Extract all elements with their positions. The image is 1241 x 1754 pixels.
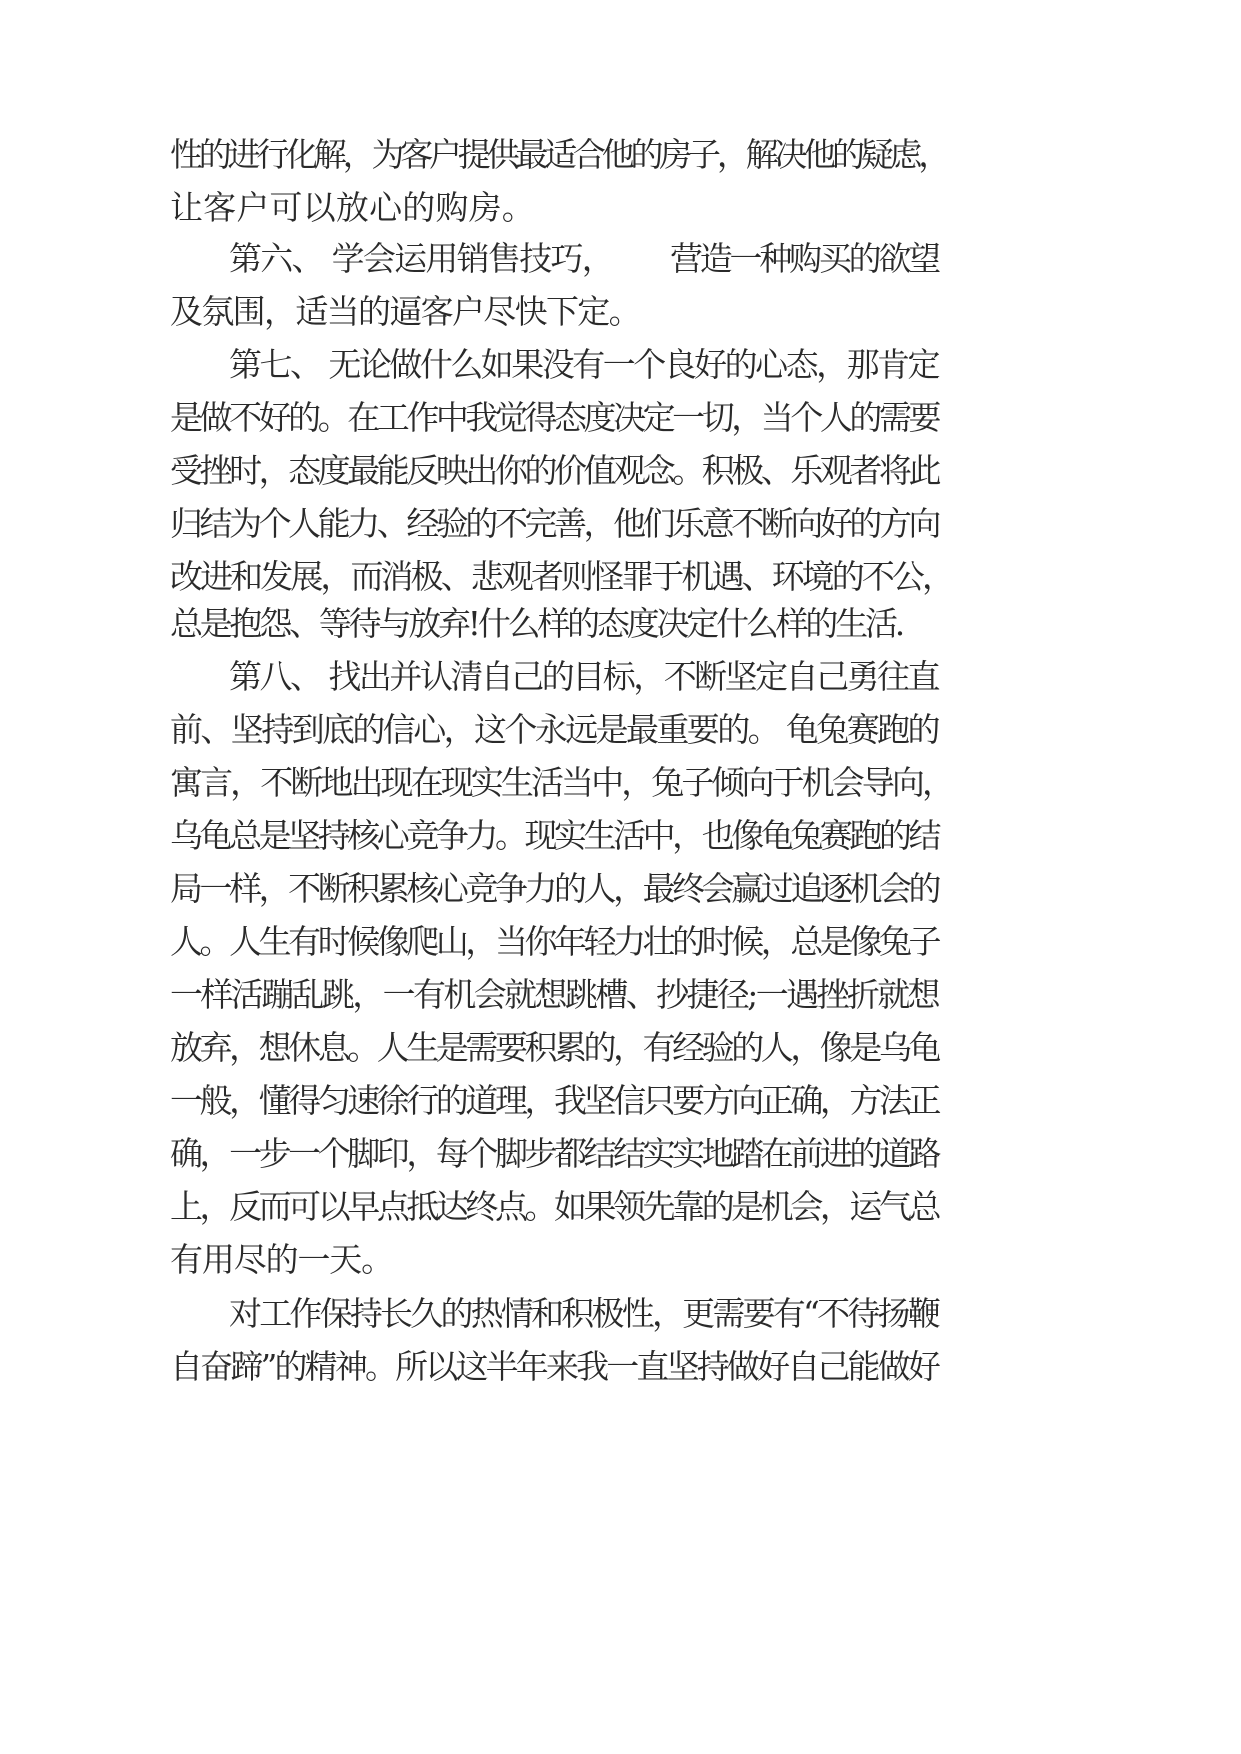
text-line bbox=[0, 494, 1241, 554]
text-segment: 第八、 找出并认清自己的目标，不断坚定自己勇往直 bbox=[229, 657, 939, 696]
text-segment: 上，反而可以早点抵达终点。如果领先靠的是机会，运气总 bbox=[170, 1187, 939, 1226]
text-segment: 确，一步一个脚印，每个脚步都结结实实地踏在前进的道路 bbox=[170, 1134, 939, 1173]
text-segment: 性的进行化解，为客户提供最适合他的房子，解决他的疑虑， bbox=[170, 135, 948, 174]
text-line bbox=[0, 965, 1241, 1025]
text-line bbox=[0, 753, 1241, 813]
text-line bbox=[0, 335, 1241, 395]
text-line bbox=[0, 1284, 1241, 1344]
text-segment: 第七、 无论做什么如果没有一个良好的心态，那肯定 bbox=[229, 345, 939, 384]
text-line bbox=[0, 229, 1241, 289]
text-line bbox=[0, 1018, 1241, 1078]
text-line bbox=[0, 806, 1241, 866]
text-segment: 是做不好的。在工作中我觉得态度决定一切，当个人的需要 bbox=[170, 398, 939, 437]
text-line bbox=[0, 441, 1241, 501]
text-segment: 前、坚持到底的信心，这个永远是最重要的。 龟兔赛跑的 bbox=[170, 710, 938, 749]
text-segment: 乌龟总是坚持核心竞争力。现实生活中，也像龟兔赛跑的结 bbox=[170, 816, 939, 855]
text-segment: 一般，懂得匀速徐行的道理，我坚信只要方向正确，方法正 bbox=[170, 1081, 939, 1120]
text-segment: 及氛围，适当的逼客户尽快下定。 bbox=[170, 292, 640, 331]
text-line bbox=[0, 859, 1241, 919]
text-line bbox=[0, 388, 1241, 448]
text-line bbox=[0, 125, 1241, 185]
text-line bbox=[0, 1177, 1241, 1237]
text-line bbox=[0, 912, 1241, 972]
text-segment: 局一样，不断积累核心竞争力的人，最终会赢过追逐机会的 bbox=[170, 869, 939, 908]
text-segment: 营造一种购买的欲望 bbox=[670, 239, 939, 278]
text-segment: 总是抱怨、等待与放弃!什么样的态度决定什么样的生活. bbox=[170, 604, 903, 643]
text-line bbox=[0, 282, 1241, 342]
text-line bbox=[0, 647, 1241, 707]
text-segment: 第六、 学会运用销售技巧， bbox=[229, 239, 613, 278]
text-segment: 让客户可以放心的购房。 bbox=[170, 188, 535, 227]
text-segment: 寓言，不断地出现在现实生活当中，兔子倾向于机会导向， bbox=[170, 763, 953, 802]
text-segment: 放弃，想休息。人生是需要积累的，有经验的人，像是乌龟 bbox=[170, 1028, 939, 1067]
text-line bbox=[0, 700, 1241, 760]
text-segment: 自奋蹄”的精神。所以这半年来我一直坚持做好自己能做好 bbox=[170, 1347, 939, 1386]
text-segment: 人。人生有时候像爬山，当你年轻力壮的时候，总是像兔子 bbox=[170, 922, 939, 961]
text-segment: 对工作保持长久的热情和积极性，更需要有“不待扬鞭 bbox=[229, 1294, 938, 1333]
text-segment: 归结为个人能力、经验的不完善，他们乐意不断向好的方向 bbox=[170, 504, 939, 543]
text-segment: 改进和发展，而消极、悲观者则怪罪于机遇、环境的不公， bbox=[170, 557, 953, 596]
text-line bbox=[0, 1124, 1241, 1184]
text-segment: 一样活蹦乱跳，一有机会就想跳槽、抄捷径;一遇挫折就想 bbox=[170, 975, 938, 1014]
text-line bbox=[0, 1071, 1241, 1131]
text-line bbox=[0, 1230, 1241, 1290]
text-segment: 有用尽的一天。 bbox=[170, 1240, 394, 1279]
text-line bbox=[0, 1337, 1241, 1397]
text-line bbox=[0, 594, 1241, 654]
text-segment: 受挫时，态度最能反映出你的价值观念。积极、乐观者将此 bbox=[170, 451, 939, 490]
